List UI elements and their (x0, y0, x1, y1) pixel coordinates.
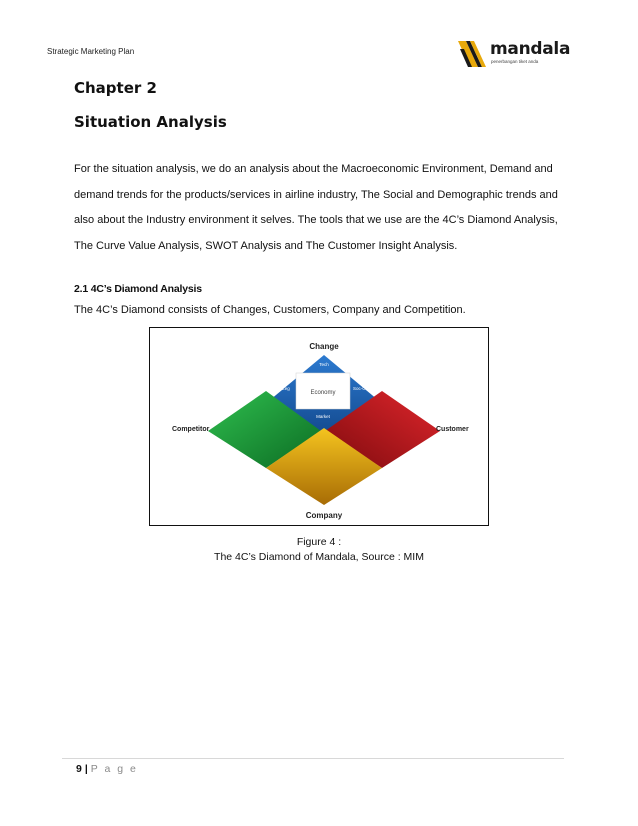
logo-wordmark: mandala (490, 39, 571, 59)
page-number: 9 (76, 763, 82, 775)
footer-separator: | (84, 763, 88, 775)
subsection-heading: 2.1 4C’s Diamond Analysis (74, 283, 202, 295)
chapter-heading: Chapter 2 (74, 79, 157, 97)
diamond-figure (149, 327, 489, 526)
label-change: Change (309, 342, 339, 351)
figure-caption-title: The 4C’s Diamond of Mandala, Source : MIM (214, 551, 424, 563)
diamond-diagram (150, 328, 490, 527)
label-customer: Customer (436, 426, 469, 433)
label-company: Company (305, 511, 343, 520)
footer-divider (62, 758, 564, 759)
label-pol-leg: Pol-Leg (274, 386, 290, 391)
mandala-logo (456, 37, 571, 71)
label-competitor: Competitor (172, 426, 210, 433)
mandala-logo-mark-icon (456, 37, 490, 71)
running-header: Strategic Marketing Plan (47, 47, 135, 56)
subsection-text: The 4C’s Diamond consists of Changes, Customers, Company and Competition. (74, 304, 466, 316)
label-soc-cul: Soc-Cul (352, 386, 370, 391)
intro-paragraph: For the situation analysis, we do an analysis about the Macroeconomic Environment, Demand and demand trends for the products/services in airline industry, The Social and Demographic trends and also about the Industry environment it selves. The tools that we use are the 4C’s Diamond Analysis, The Curve Value Analysis, SWOT Analysis and The Customer Insight Analysis. (74, 163, 558, 252)
page-word: P a g e (90, 763, 138, 775)
label-tech: Tech (319, 362, 329, 367)
section-title: Situation Analysis (74, 113, 227, 131)
label-market: Market (316, 414, 330, 419)
label-economy: Economy (310, 390, 336, 396)
page-footer (76, 763, 138, 775)
figure-caption-number: Figure 4 : (296, 536, 342, 548)
logo-tagline: penerbangan tiket anda (491, 59, 539, 64)
